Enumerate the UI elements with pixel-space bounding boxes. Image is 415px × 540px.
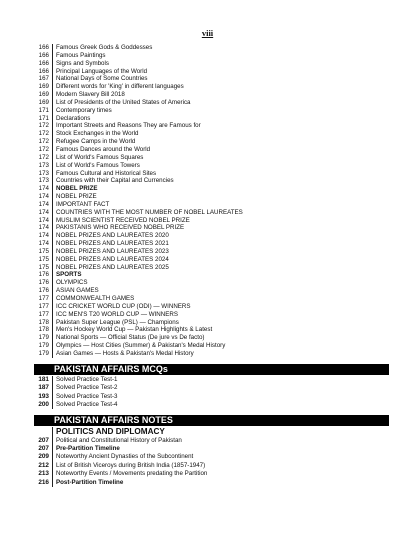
toc-page-number: 172 [34,138,53,146]
toc-entry-title: Solved Practice Test-3 [56,392,118,400]
toc-entry-title: List of British Viceroys during British India (1857-1947) [56,461,206,469]
toc-entry [34,99,389,107]
page-number-roman: viii [201,28,214,38]
section-heading-mcqs: PAKISTAN AFFAIRS MCQs [34,364,389,375]
toc-page-number: 169 [34,83,53,91]
toc-page-number: 166 [34,44,53,52]
toc-page-number: 174 [34,185,53,193]
toc-entry-title: NOBEL PRIZES AND LAUREATES 2021 [56,240,169,248]
toc-mcq-list [34,376,389,410]
toc-entry [34,130,389,138]
toc-entry-title: Post-Partition Timeline [56,478,124,486]
toc-entry [34,162,389,170]
toc-entry-title: Political and Constitutional History of Pakistan [56,436,182,444]
toc-page-number: 178 [34,326,53,334]
toc-entry-title: IMPORTANT FACT [56,200,110,208]
toc-entry [34,479,389,487]
toc-entry [34,462,389,470]
toc-page-number: 166 [34,60,53,68]
toc-entry-title: SPORTS [56,271,82,279]
toc-entry-title: Men's Hockey World Cup — Pakistan Highlights & Latest [56,326,213,334]
toc-entry-title: ICC MEN'S T20 WORLD CUP — WINNERS [56,310,178,318]
toc-entry [34,115,389,123]
toc-entry [34,193,389,201]
toc-entry-title: NOBEL PRIZES AND LAUREATES 2020 [56,232,169,240]
toc-entry-title: Signs and Symbols [56,59,109,67]
toc-entry [34,264,389,272]
toc-page-number: 174 [34,209,53,217]
toc-entry-title: Olympics — Host Cities (Summer) & Pakistan's Medal History [56,342,226,350]
toc-entry [34,303,389,311]
toc-page-number: 171 [34,115,53,123]
toc-entry [34,154,389,162]
toc-page-number: 174 [34,201,53,209]
toc-entry [34,60,389,68]
toc-entry [34,177,389,185]
toc-page-number: 175 [34,264,53,272]
toc-entry-title: Declarations [56,114,91,122]
toc-entry [34,295,389,303]
toc-entry-title: List of World's Famous Squares [56,153,144,161]
toc-page-number: 179 [34,350,53,358]
toc-entry-title: Countries with their Capital and Currencies [56,177,174,185]
toc-entry [34,319,389,327]
toc-page-number: 178 [34,319,53,327]
toc-page-number: 167 [34,75,53,83]
toc-entry-title: Pre-Partition Timeline [56,444,120,452]
toc-entry [34,240,389,248]
toc-entry [34,279,389,287]
toc-page-number: 169 [34,99,53,107]
toc-page-number: 173 [34,177,53,185]
toc-page-number: 216 [34,479,53,487]
toc-page-number: 174 [34,240,53,248]
toc-page-number: 176 [34,287,53,295]
toc-entry [34,445,389,453]
toc-page-number: 187 [34,384,53,392]
toc-entry [34,453,389,461]
toc-page-number: 179 [34,342,53,350]
toc-page-number: 179 [34,334,53,342]
toc-entry-title: Principal Languages of the World [56,67,148,75]
toc-entry [34,437,389,445]
toc-entry [34,122,389,130]
toc-entry-title: NOBEL PRIZES AND LAUREATES 2023 [56,247,169,255]
toc-entry [34,401,389,409]
toc-page-number: 172 [34,146,53,154]
toc-entry-title: Modern Slavery Bill 2018 [56,91,125,99]
toc-subheading-row [34,427,389,436]
toc-page-number: 174 [34,193,53,201]
toc-entry-title: List of World's Famous Towers [56,161,140,169]
toc-page-number: 172 [34,122,53,130]
toc-page-number: 177 [34,303,53,311]
toc-entry-title: OLYMPICS [56,279,88,287]
toc-entry-title: Solved Practice Test-2 [56,384,118,392]
toc-entry-title: Refugee Camps in the World [56,138,136,146]
toc-entry-title: COUNTRIES WITH THE MOST NUMBER OF NOBEL LAUREATES [56,208,243,216]
toc-entry-title: Famous Paintings [56,51,106,59]
toc-main-list [34,44,389,358]
toc-entry-title: National Days of Some Countries [56,75,148,83]
toc-entry [34,342,389,350]
toc-entry-title: NOBEL PRIZE [56,193,97,201]
toc-entry-title: Pakistan Super League (PSL) — Champions [56,318,179,326]
toc-page-number: 174 [34,224,53,232]
toc-page-number: 176 [34,279,53,287]
toc-entry-title: Stock Exchanges in the World [56,130,139,138]
toc-entry-title: Noteworthy Events / Movements predating the Partition [56,470,208,478]
toc-entry [34,376,389,384]
toc-entry-title: PAKISTANIS WHO RECEIVED NOBEL PRIZE [56,224,185,232]
toc-page-number: 177 [34,311,53,319]
toc-entry [34,311,389,319]
toc-page-number: 193 [34,393,53,401]
toc-entry [34,232,389,240]
toc-page-number: 171 [34,107,53,115]
toc-page-number: 200 [34,401,53,409]
toc-page-number: 172 [34,130,53,138]
toc-page-number: 169 [34,91,53,99]
toc-entry-title: MUSLIM SCIENTIST RECEIVED NOBEL PRIZE [56,216,190,224]
toc-entry [34,248,389,256]
toc-page-number: 209 [34,453,53,461]
toc-entry [34,384,389,392]
toc-page-number [34,427,53,436]
toc-page-number: 213 [34,470,53,478]
toc-entry-title: Solved Practice Test-1 [56,375,118,383]
toc-page-number: 175 [34,248,53,256]
toc-page-number: 176 [34,271,53,279]
toc-entry [34,256,389,264]
toc-entry [34,83,389,91]
toc-page-number: 207 [34,437,53,445]
toc-notes-list [34,437,389,487]
section-heading-notes: PAKISTAN AFFAIRS NOTES [34,415,389,426]
toc-entry-title: Noteworthy Ancient Dynasties of the Subcontinent [56,453,194,461]
toc-entry-title: Famous Cultural and Historical Sites [56,169,157,177]
toc-page-number: 173 [34,162,53,170]
toc-entry [34,350,389,358]
toc-entry-title: Famous Dances around the World [56,145,151,153]
toc-entry [34,170,389,178]
toc-page-number: 212 [34,462,53,470]
toc-page-number: 173 [34,170,53,178]
toc-entry [34,107,389,115]
toc-entry-title: ASIAN GAMES [56,287,99,295]
toc-page-number: 174 [34,232,53,240]
toc-entry [34,217,389,225]
toc-entry [34,185,389,193]
toc-entry-title: Contemporary times [56,106,112,114]
toc-entry [34,224,389,232]
toc-entry [34,271,389,279]
toc-page-number: 177 [34,295,53,303]
toc-entry-title: Asian Games — Hosts & Pakistan's Medal History [56,349,194,357]
toc-entry-title: Important Streets and Reasons They are Famous for [56,122,201,130]
toc-entry [34,68,389,76]
toc-entry [34,44,389,52]
toc-entry [34,209,389,217]
toc-page-number: 174 [34,217,53,225]
toc-entry [34,287,389,295]
toc-entry-title: Different words for 'King' in different languages [56,83,184,91]
toc-entry-title: COMMONWEALTH GAMES [56,295,135,302]
toc-entry [34,326,389,334]
toc-entry [34,334,389,342]
toc-entry [34,52,389,60]
toc-page-number: 175 [34,256,53,264]
toc-entry-title: NOBEL PRIZES AND LAUREATES 2024 [56,255,169,263]
toc-entry [34,201,389,209]
toc-entry [34,138,389,146]
toc-entry [34,470,389,478]
toc-entry-title: NOBEL PRIZE [56,185,98,193]
toc-page-number: 207 [34,445,53,453]
toc-page-number: 166 [34,68,53,76]
toc-page-number: 166 [34,52,53,60]
toc-entry-title: List of Presidents of the United States of America [56,98,191,106]
toc-entry-title: NOBEL PRIZES AND LAUREATES 2025 [56,263,169,271]
toc-page-number: 181 [34,376,53,384]
toc-entry [34,393,389,401]
toc-entry-title: ICC CRICKET WORLD CUP (ODI) — WINNERS [56,302,191,310]
toc-entry [34,146,389,154]
toc-entry [34,75,389,83]
table-of-contents [34,44,389,487]
toc-entry-title: Solved Practice Test-4 [56,400,118,408]
toc-page-number: 172 [34,154,53,162]
toc-entry [34,91,389,99]
subheading-politics: POLITICS AND DIPLOMACY [56,427,165,437]
toc-entry-title: National Sports — Official Status (De jure vs De facto) [56,334,205,342]
toc-entry-title: Famous Greek Gods & Goddesses [56,44,153,51]
